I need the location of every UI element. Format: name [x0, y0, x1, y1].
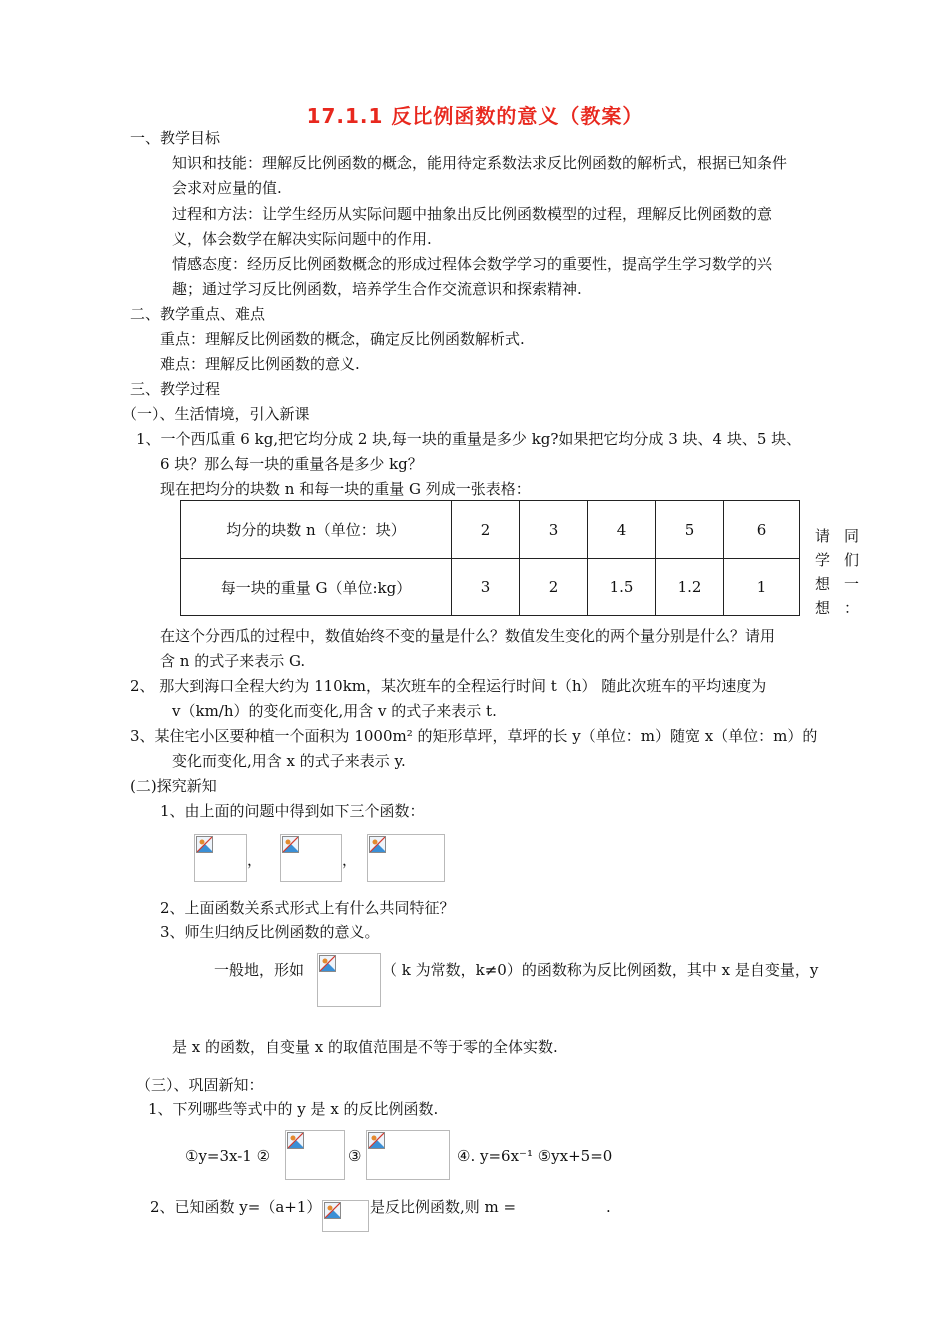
table-cell: 6: [724, 501, 800, 559]
section-heading-process: 三、教学过程: [130, 380, 221, 398]
paragraph-line: 义，体会数学在解决实际问题中的作用.: [172, 230, 432, 248]
broken-image-icon: [324, 1202, 341, 1219]
table-cell: 5: [656, 501, 724, 559]
broken-image-icon: [282, 836, 299, 853]
broken-image-icon: [369, 836, 386, 853]
table-cell: 1: [724, 559, 800, 616]
table-cell: 3: [520, 501, 588, 559]
formula-image: [280, 834, 342, 882]
definition-text: 是 x 的函数，自变量 x 的取值范围是不等于零的全体实数.: [172, 1038, 558, 1056]
subsection-heading: (二)探究新知: [130, 777, 217, 795]
question-line: 2、已知函数 y=（a+1）: [150, 1198, 322, 1216]
formula-image: [194, 834, 247, 882]
table-cell: 2: [452, 501, 520, 559]
question-line: 2、 那大到海口全程大约为 110km，某次班车的全程运行时间 t（h） 随此次班车的平均速度为: [130, 677, 767, 695]
table-row: [181, 501, 800, 559]
option-text: ④. y=6x⁻¹ ⑤yx+5=0: [457, 1147, 613, 1165]
table-cell: 每一块的重量 G（单位:kg）: [181, 559, 452, 616]
table-cell: 4: [588, 501, 656, 559]
question-line: 3、某住宅小区要种植一个面积为 1000m² 的矩形草坪，草坪的长 y（单位：m）随宽 x（单位：m）的: [130, 727, 818, 745]
paragraph-line: 难点：理解反比例函数的意义.: [160, 355, 360, 373]
broken-image-icon: [287, 1132, 304, 1149]
question-line: v（km/h）的变化而变化,用含 v 的式子来表示 t.: [172, 702, 497, 720]
paragraph-line: 趣；通过学习反比例函数，培养学生合作交流意识和探索精神.: [172, 280, 582, 298]
question-line: 1、一个西瓜重 6 kg,把它均分成 2 块,每一块的重量是多少 kg?如果把它均分成 3 块、4 块、5 块、: [136, 430, 802, 448]
broken-image-icon: [319, 955, 336, 972]
option-text: ①y=3x-1 ②: [185, 1147, 271, 1165]
question-line: 现在把均分的块数 n 和每一块的重量 G 列成一张表格：: [160, 480, 531, 498]
table-cell: 3: [452, 559, 520, 616]
table-cell: 均分的块数 n（单位：块）: [181, 501, 452, 559]
question-line: 1、下列哪些等式中的 y 是 x 的反比例函数.: [148, 1100, 439, 1118]
option-text: ③: [348, 1147, 362, 1165]
formula-image: [366, 1130, 450, 1180]
table-cell: 1.5: [588, 559, 656, 616]
table-cell: 2: [520, 559, 588, 616]
page-title: 17.1.1 反比例函数的意义（教案）: [306, 104, 644, 128]
side-note: [815, 524, 859, 620]
separator-comma: ，: [342, 851, 358, 869]
paragraph-line: 情感态度：经历反比例函数概念的形成过程体会数学学习的重要性，提高学生学习数学的兴: [172, 255, 773, 273]
formula-image: [322, 1200, 369, 1232]
table-cell: 1.2: [656, 559, 724, 616]
definition-text: （ k 为常数，k≠0）的函数称为反比例函数，其中 x 是自变量，y: [382, 961, 819, 979]
formula-image: [367, 834, 445, 882]
formula-image: [317, 953, 381, 1007]
side-note-line: 想 一: [815, 575, 859, 593]
data-table: [180, 500, 800, 616]
definition-text: 一般地，形如: [214, 961, 305, 979]
formula-image: [285, 1130, 345, 1180]
paragraph-line: 2、上面函数关系式形式上有什么共同特征？: [160, 899, 455, 917]
question-line: 在这个分西瓜的过程中，数值始终不变的量是什么？数值发生变化的两个量分别是什么？请用: [160, 627, 776, 645]
paragraph-line: 知识和技能：理解反比例函数的概念，能用待定系数法求反比例函数的解析式，根据已知条件: [172, 154, 788, 172]
subsection-heading: （一）、生活情境，引入新课: [122, 405, 310, 423]
paragraph-line: 1、由上面的问题中得到如下三个函数：: [160, 802, 425, 820]
broken-image-icon: [196, 836, 213, 853]
section-heading-goals: 一、教学目标: [130, 129, 221, 147]
paragraph-line: 3、师生归纳反比例函数的意义。: [160, 923, 380, 941]
side-note-line: 学 们: [815, 551, 859, 569]
question-line: 变化而变化,用含 x 的式子来表示 y.: [172, 752, 406, 770]
paragraph-line: 重点：理解反比例函数的概念，确定反比例函数解析式.: [160, 330, 525, 348]
separator-comma: ，: [247, 851, 263, 869]
section-heading-keypoints: 二、教学重点、难点: [130, 305, 266, 323]
paragraph-line: 会求对应量的值.: [172, 179, 282, 197]
paragraph-line: 过程和方法：让学生经历从实际问题中抽象出反比例函数模型的过程，理解反比例函数的意: [172, 205, 773, 223]
question-line: .: [606, 1198, 611, 1216]
broken-image-icon: [368, 1132, 385, 1149]
subsection-heading: （三）、巩固新知：: [136, 1076, 264, 1094]
side-note-line: 请 同: [815, 527, 859, 545]
question-line: 含 n 的式子来表示 G.: [160, 652, 306, 670]
side-note-line: 想 ：: [815, 599, 859, 617]
table-row: [181, 559, 800, 616]
question-line: 6 块？那么每一块的重量各是多少 kg？: [160, 455, 423, 473]
question-line: 是反比例函数,则 m =: [370, 1198, 517, 1216]
